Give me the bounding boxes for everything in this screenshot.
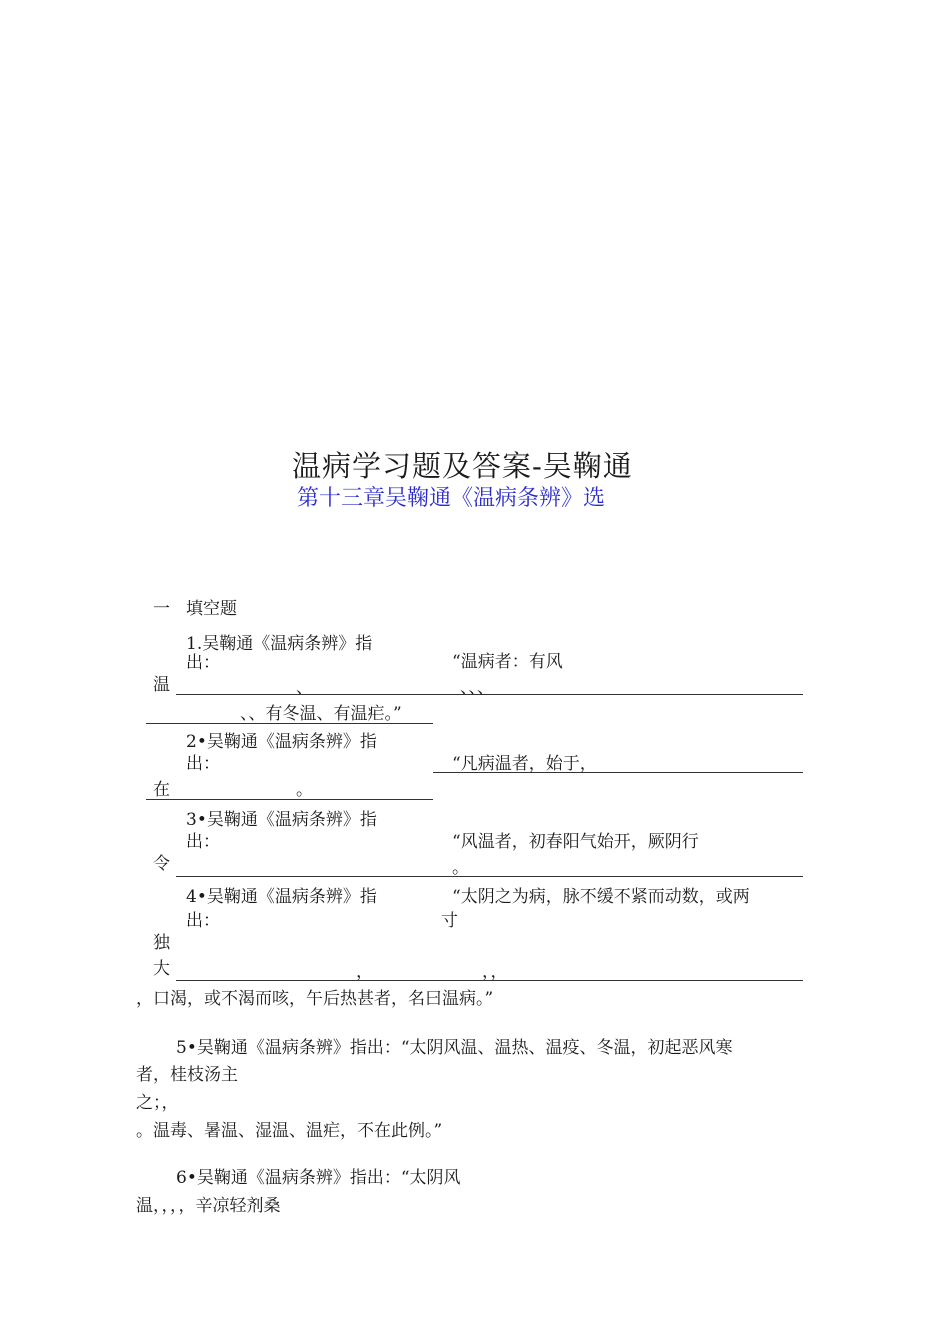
q2-chu: 出： <box>186 754 220 774</box>
q3-left-char: 令 <box>153 854 170 874</box>
q5-line1: 5•吴鞠通《温病条辨》指出：“太阴风温、温热、温疫、冬温，初起恶风寒 <box>176 1038 733 1058</box>
q6-line2: 温，，，，辛凉轻剂桑 <box>136 1196 281 1216</box>
chapter-subtitle: 第十三章吴鞠通《温病条辨》选 <box>297 486 606 511</box>
q1-chu: 出： <box>186 653 220 673</box>
section-number: 一 <box>153 599 170 619</box>
q2-blank-line-1 <box>433 772 803 773</box>
q3-blank-line <box>176 876 803 877</box>
q4-blank-line <box>176 980 803 981</box>
q3-end: 。 <box>452 858 469 878</box>
section-heading: 填空题 <box>186 599 237 619</box>
q4-sep2: ，， <box>482 962 508 982</box>
q1-blank-line-2 <box>146 723 433 724</box>
q2-blank-line-2 <box>146 799 433 800</box>
q1-sep2: 、、、 <box>460 678 494 698</box>
q3-quote: “风温者，初春阳气始开，厥阴行 <box>452 832 699 852</box>
q2-end: 。 <box>296 780 313 800</box>
q1-left-char: 温 <box>153 675 170 695</box>
q1-blank-line-1 <box>176 694 803 695</box>
q2-left-char: 在 <box>153 780 170 800</box>
q1-line2: 、、有冬温、有温疟。” <box>240 704 402 724</box>
page-title: 温病学习题及答案-吴鞠通 <box>292 449 633 483</box>
q4-left-char-1: 独 <box>153 933 170 953</box>
q1-prefix: 1.吴鞠通《温病条辨》指 <box>186 634 373 654</box>
q2-quote: “凡病温者，始于， <box>452 754 597 774</box>
q3-prefix: 3•吴鞠通《温病条辨》指 <box>186 810 377 830</box>
q5-line4: 。温毒、暑温、湿温、温疟，不在此例。” <box>136 1121 443 1141</box>
q5-line2: 者，桂枝汤主 <box>136 1065 238 1085</box>
q4-prefix: 4•吴鞠通《温病条辨》指 <box>186 887 377 907</box>
q3-chu: 出： <box>186 832 220 852</box>
q6-line1: 6•吴鞠通《温病条辨》指出：“太阴风 <box>176 1168 461 1188</box>
q1-quote: “温病者：有风 <box>452 652 563 672</box>
q4-line2: ，口渴，或不渴而咳，午后热甚者，名曰温病。” <box>136 989 494 1009</box>
q5-line3: 之；， <box>136 1093 179 1113</box>
q4-chu: 出： <box>186 911 220 931</box>
q4-quote: “太阴之为病，脉不缓不紧而动数，或两 <box>452 887 750 907</box>
q4-sep1: ， <box>356 962 373 982</box>
q4-left-char-2: 大 <box>153 959 170 979</box>
q2-prefix: 2•吴鞠通《温病条辨》指 <box>186 732 377 752</box>
q4-cun: 寸 <box>441 911 458 931</box>
q1-sep1: 、 <box>296 678 313 698</box>
